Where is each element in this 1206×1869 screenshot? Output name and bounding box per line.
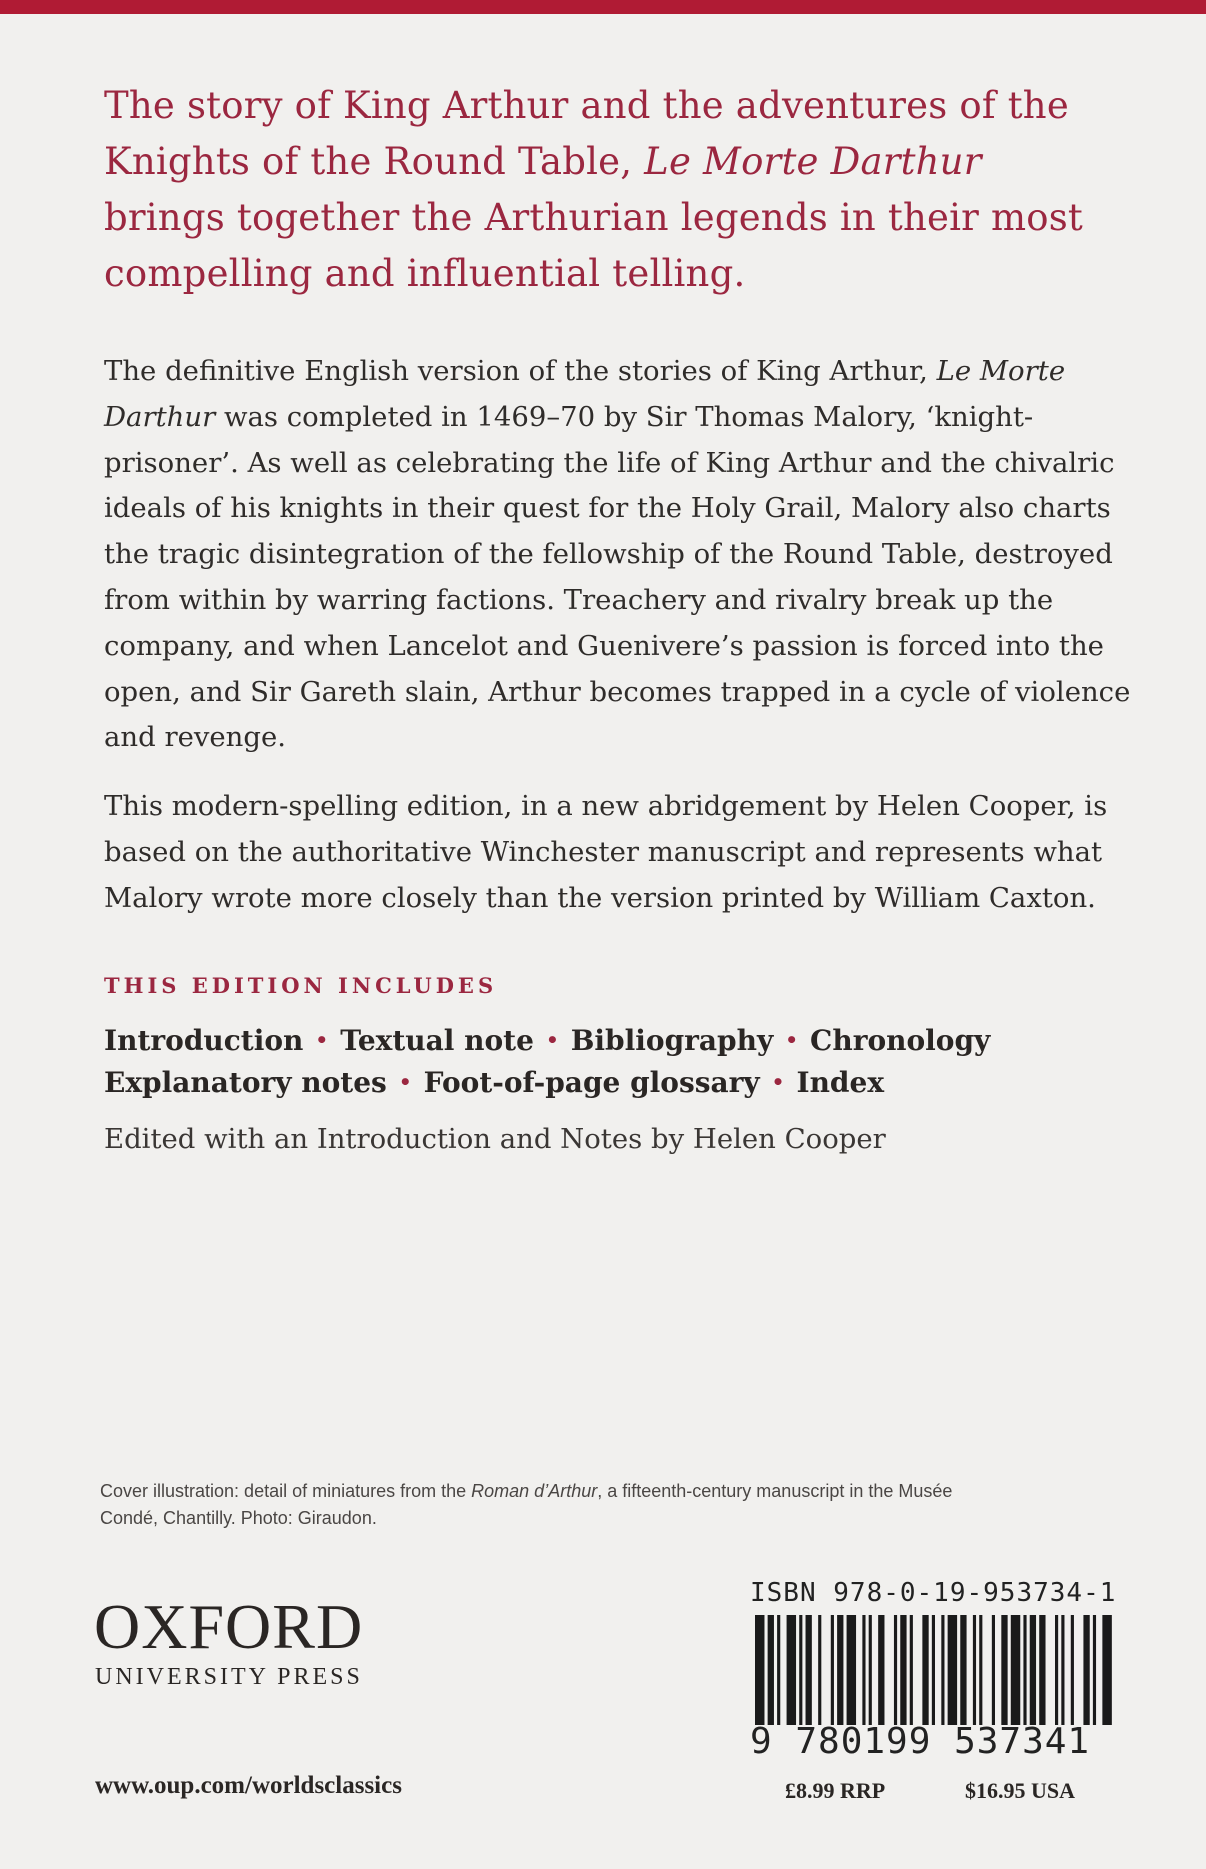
lead-blurb bbox=[104, 78, 1104, 302]
include-item: Bibliography bbox=[570, 1024, 774, 1057]
lead-text-1: The story of King Arthur and the adventures of the Knights of the Round Table, bbox=[104, 84, 1069, 183]
cover-credit bbox=[100, 1478, 1000, 1532]
p1-text-1: The definitive English version of the stories of King Arthur, bbox=[104, 355, 937, 387]
description-paragraph bbox=[104, 349, 1134, 761]
lead-book-title: Le Morte Darthur bbox=[644, 140, 982, 183]
barcode-bar bbox=[1023, 1615, 1026, 1725]
barcode-bar bbox=[806, 1615, 812, 1725]
includes-line-2 bbox=[104, 1063, 1104, 1105]
p1-text-2: was completed in 1469–70 by Sir Thomas Malory, ‘knight-prisoner’. As well as celebrating the life of King Arthur and the chivalric ideals of his knights in their quest for the Holy Grail, Malory also charts the tragic disintegration of the fellowship of the Round Table, destroyed from within by warring factions. Treachery and rivalry break up the company, and when Lancelot and Guenivere’s passion is forced into the open, and Sir Gareth slain, Arthur becomes trapped in a cycle of violence and revenge. bbox=[104, 400, 1131, 754]
cover-text-2: , a fifteenth-century manuscript in the Musée Condé, Chantilly. Photo: Giraudon. bbox=[100, 1481, 953, 1528]
barcode-bar bbox=[818, 1615, 821, 1725]
barcode-image bbox=[755, 1615, 1115, 1725]
barcode-bar bbox=[1071, 1615, 1074, 1725]
barcode-bar bbox=[1001, 1615, 1007, 1725]
isbn-label: ISBN 978-0-19-953734-1 bbox=[750, 1578, 1117, 1608]
barcode-bar bbox=[869, 1615, 872, 1725]
edition-paragraph: This modern-spelling edition, in a new abridgement by Helen Cooper, is based on the authoritative Winchester manuscript and represents what Malory wrote more closely than the version printed by William Caxton. bbox=[104, 790, 1108, 914]
editor-credit: Edited with an Introduction and Notes by Helen Cooper bbox=[104, 1123, 886, 1155]
barcode-bar bbox=[941, 1615, 944, 1725]
include-item: Explanatory notes bbox=[104, 1066, 387, 1099]
barcode-bar bbox=[862, 1615, 865, 1725]
cover-text-1: Cover illustration: detail of miniatures from the bbox=[100, 1481, 472, 1501]
barcode-bar bbox=[1083, 1615, 1089, 1725]
barcode-bar bbox=[900, 1615, 906, 1725]
barcode-bar bbox=[755, 1615, 764, 1725]
publisher-subtitle: UNIVERSITY PRESS bbox=[95, 1664, 363, 1690]
barcode-bar bbox=[777, 1615, 780, 1725]
bullet-separator: • bbox=[398, 1070, 412, 1094]
barcode-bar bbox=[894, 1615, 897, 1725]
barcode-bar bbox=[922, 1615, 928, 1725]
include-item: Textual note bbox=[340, 1024, 534, 1057]
barcode-bar bbox=[878, 1615, 884, 1725]
include-item: Introduction bbox=[104, 1024, 304, 1057]
barcode-bar bbox=[948, 1615, 957, 1725]
bullet-separator: • bbox=[545, 1028, 559, 1052]
includes-line-1 bbox=[104, 1021, 1104, 1063]
barcode-bar bbox=[837, 1615, 843, 1725]
include-item: Index bbox=[796, 1066, 885, 1099]
barcode-number: 9 780199 537341 bbox=[750, 1721, 1091, 1762]
barcode-bar bbox=[1061, 1615, 1064, 1725]
barcode-bar bbox=[1093, 1615, 1096, 1725]
barcode-bar bbox=[787, 1615, 796, 1725]
barcode-bar bbox=[992, 1615, 995, 1725]
cover-ms-title: Roman d’Arthur bbox=[471, 1481, 598, 1501]
include-item: Foot-of-page glossary bbox=[423, 1066, 760, 1099]
bullet-separator: • bbox=[771, 1070, 785, 1094]
publisher-url[interactable]: www.oup.com/worldsclassics bbox=[95, 1772, 402, 1799]
barcode-bar bbox=[1011, 1615, 1020, 1725]
price-uk: £8.99 RRP bbox=[785, 1778, 886, 1803]
barcode-bar bbox=[973, 1615, 976, 1725]
price-us: $16.95 USA bbox=[965, 1778, 1076, 1803]
barcode-bar bbox=[960, 1615, 966, 1725]
includes-heading: THIS EDITION INCLUDES bbox=[104, 973, 498, 998]
lead-text-2: brings together the Arthurian legends in their most compelling and influential telling. bbox=[104, 196, 1083, 295]
barcode-bar bbox=[979, 1615, 982, 1725]
barcode-bar bbox=[831, 1615, 834, 1725]
publisher-logo: OXFORD bbox=[94, 1591, 364, 1662]
p1-book-title: Le Morte Darthur bbox=[104, 355, 1066, 433]
barcode-bar bbox=[932, 1615, 935, 1725]
bullet-separator: • bbox=[785, 1028, 799, 1052]
barcode-bar bbox=[910, 1615, 913, 1725]
bullet-separator: • bbox=[315, 1028, 329, 1052]
barcode-bar bbox=[847, 1615, 856, 1725]
top-color-bar bbox=[0, 0, 1206, 14]
barcode-bar bbox=[1102, 1615, 1111, 1725]
barcode-bar bbox=[799, 1615, 802, 1725]
barcode-bar bbox=[1055, 1615, 1058, 1725]
include-item: Chronology bbox=[810, 1024, 991, 1057]
barcode-bar bbox=[1030, 1615, 1036, 1725]
barcode-bar bbox=[768, 1615, 774, 1725]
barcode-bar bbox=[1039, 1615, 1045, 1725]
